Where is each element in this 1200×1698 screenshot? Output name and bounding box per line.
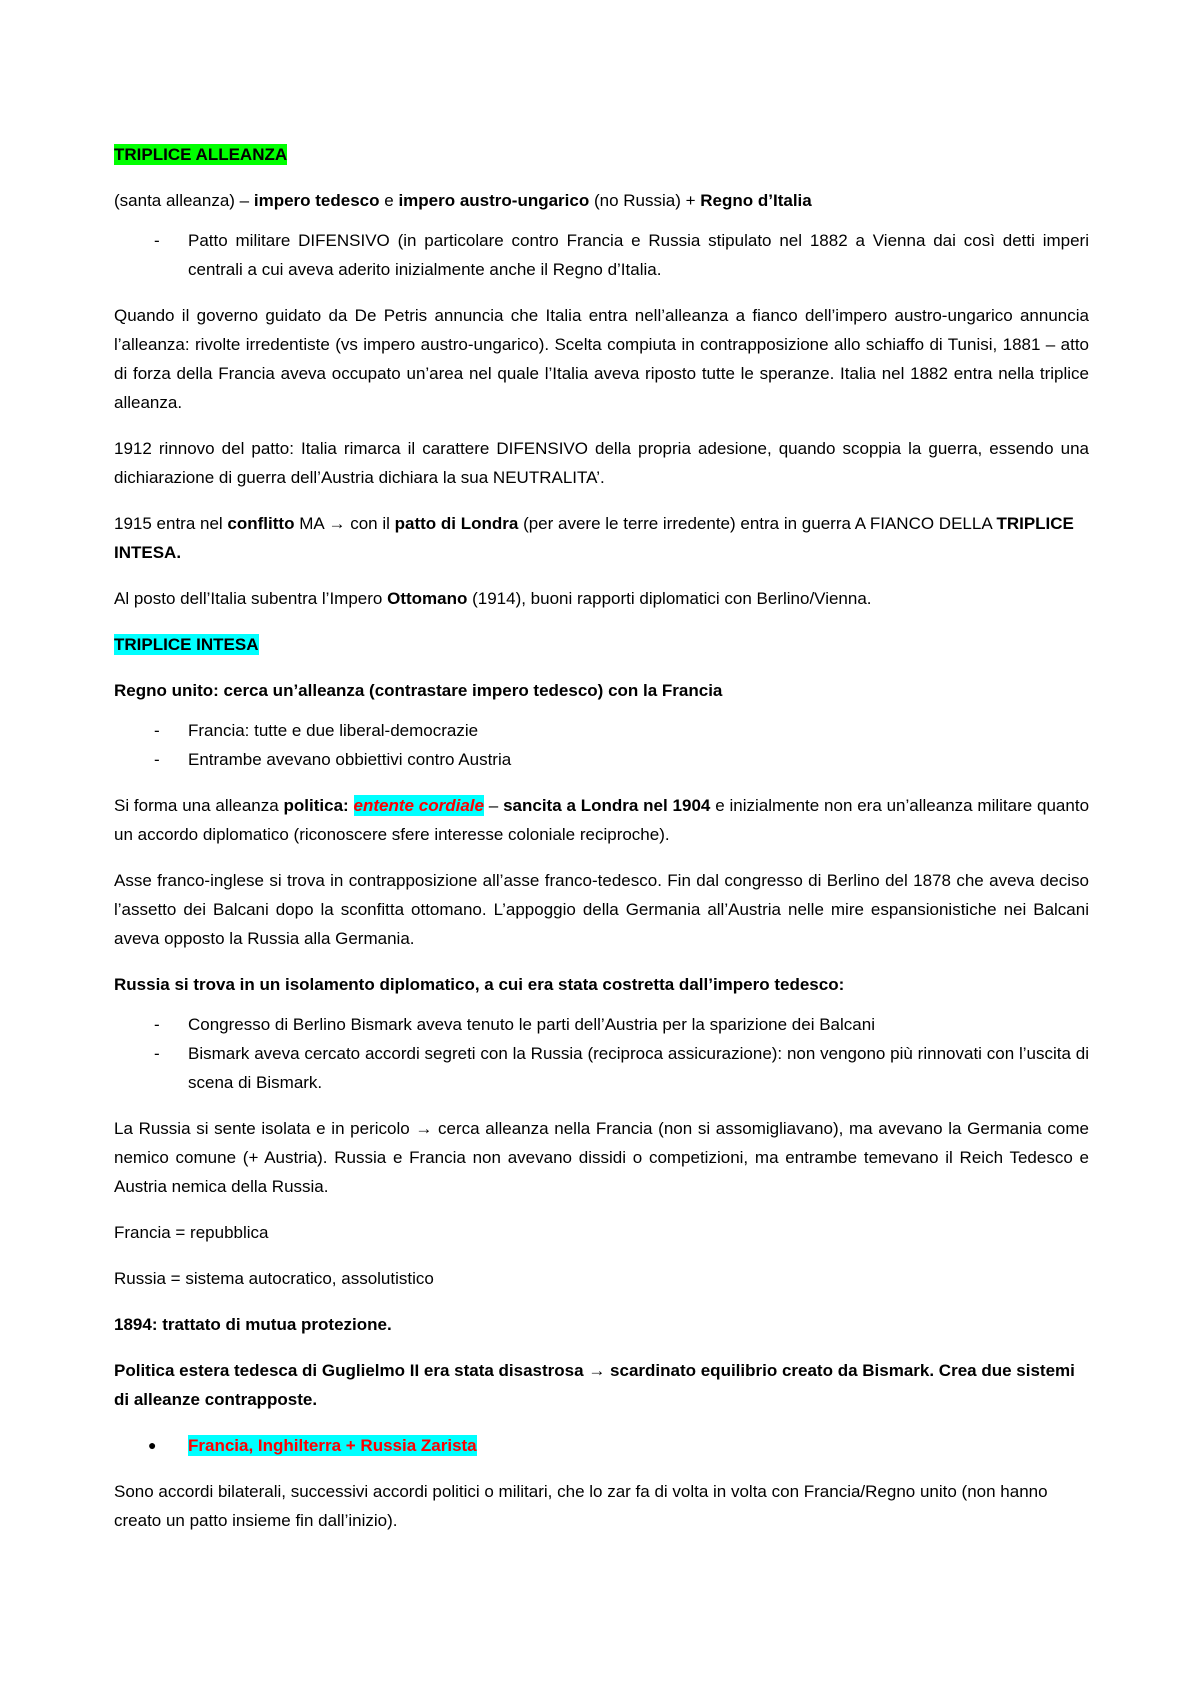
list-item (114, 1039, 1089, 1097)
document-body (114, 140, 1089, 1552)
list-item-text: Patto militare DIFENSIVO (in particolare contro Francia e Russia stipulato nel 1882 a Vienna dai così detti imperi centrali a cui aveva aderito inizialmente anche il Regno d’Italia. (188, 231, 1089, 279)
heading-triplice-intesa (114, 630, 1089, 659)
list-item-text: Congresso di Berlino Bismark aveva tenuto le parti dell’Austria per la sparizione dei Balcani (188, 1015, 875, 1034)
bold-run: TRIPLICE INTESA. (114, 514, 1074, 562)
list-item (114, 745, 1089, 774)
bold-run: scardinato equilibrio creato da Bismark. Crea due sistemi di alleanze contrapposte. (114, 1361, 1075, 1409)
text-run: MA (294, 514, 329, 533)
text-run: e inizialmente non era un’alleanza militare quanto un accordo diplomatico (riconoscere sfere interesse coloniale reciproche). (114, 796, 1090, 844)
list-item-text: Bismark aveva cercato accordi segreti con la Russia (reciproca assicurazione): non vengono più rinnovati con l’uscita di scena di Bismark. (188, 1044, 1089, 1092)
dash-list (114, 226, 1089, 284)
text-run: – (483, 796, 504, 815)
text-run: con il (345, 514, 395, 533)
text-run: cerca alleanza nella Francia (non si assomigliavano), ma avevano la Germania come nemico comune (+ Austria). Russia e Francia non avevano dissidi o competizioni, ma entrambe temevano il Reich Tedesco e Austria nemica della Russia. (114, 1119, 1089, 1196)
text-run: (per avere le terre irredente) entra in guerra A FIANCO DELLA (518, 514, 997, 533)
paragraph-ottomano (114, 584, 1089, 613)
text-run: 1915 entra nel (114, 514, 228, 533)
dot-list (114, 1431, 1089, 1460)
arrow-right-icon: → (588, 1361, 606, 1380)
text-run: Al posto dell’Italia subentra l’Impero (114, 589, 388, 608)
paragraph-1912: 1912 rinnovo del patto: Italia rimarca il carattere DIFENSIVO della propria adesione, quando scoppia la guerra, essendo una dichiarazione di guerra dell’Austria dichiara la sua NEUTRALITA’. (114, 439, 1089, 487)
dash-bullet: - (154, 750, 160, 769)
bold-run: Ottomano (387, 589, 468, 608)
dash-list (114, 1010, 1089, 1097)
bold-run: Regno d’Italia (700, 191, 812, 210)
arrow-right-icon: → (328, 514, 346, 533)
bold-run: sancita a Londra nel 1904 (503, 796, 711, 815)
bold-run: conflitto (227, 514, 295, 533)
paragraph-1915 (114, 509, 1089, 567)
text-run: La Russia si sente isolata e in pericolo (114, 1119, 416, 1138)
bold-run: impero austro-ungarico (398, 191, 590, 210)
paragraph-members (114, 186, 1089, 215)
paragraph-regno-unito (114, 676, 1089, 705)
text-run: Si forma una alleanza (114, 796, 284, 815)
paragraph-1894 (114, 1310, 1089, 1339)
bold-run: patto di Londra (394, 514, 519, 533)
dash-bullet: - (154, 1044, 160, 1063)
highlighted-term: entente cordiale (353, 796, 484, 815)
list-item (114, 226, 1089, 284)
text-run: (no Russia) + (589, 191, 701, 210)
paragraph-guglielmo (114, 1356, 1089, 1414)
bold-run: Russia si trova in un isolamento diplomatico, a cui era stata costretta dall’impero tedesco: (114, 975, 845, 994)
dash-bullet: - (154, 1015, 160, 1034)
list-item (114, 1431, 1089, 1460)
bold-run: politica: (283, 796, 349, 815)
paragraph-de-petris: Quando il governo guidato da De Petris annuncia che Italia entra nell’alleanza a fianco dell’impero austro-ungarico annuncia l’alleanza: rivolte irredentiste (vs impero austro-ungarico). Scelta compiuta in contrapposizione allo schiaffo di Tunisi, 1881 – atto di forza della Francia aveva occupato un’area nel quale l’Italia aveva riposto tutte le speranze. Italia nel 1882 entra nella triplice alleanza. (114, 306, 1089, 412)
paragraph-entente (114, 791, 1089, 849)
text-run: (santa alleanza) – (114, 191, 254, 210)
heading-triplice-alleanza (114, 140, 1089, 169)
text-run (349, 796, 354, 815)
dot-bullet: ● (148, 1437, 157, 1453)
highlighted-heading: TRIPLICE INTESA (114, 635, 259, 654)
list-item (114, 1010, 1089, 1039)
list-item-text: Entrambe avevano obbiettivi contro Austria (188, 750, 512, 769)
paragraph-russia: Russia = sistema autocratico, assolutistico (114, 1269, 434, 1288)
paragraph-russia-isolamento (114, 970, 1089, 999)
bold-run: 1894: trattato di mutua protezione. (114, 1315, 392, 1334)
arrow-right-icon: → (415, 1119, 433, 1138)
dash-bullet: - (154, 721, 160, 740)
paragraph-francia: Francia = repubblica (114, 1223, 269, 1242)
bold-run: Politica estera tedesca di Guglielmo II era stata disastrosa (114, 1361, 589, 1380)
dash-bullet: - (154, 231, 160, 250)
highlighted-heading: Francia, Inghilterra + Russia Zarista (188, 1436, 477, 1455)
text-run: e (379, 191, 399, 210)
list-item-text: Francia: tutte e due liberal-democrazie (188, 721, 479, 740)
bold-run: Regno unito: cerca un’alleanza (contrastare impero tedesco) con la Francia (114, 681, 723, 700)
dash-list (114, 716, 1089, 774)
paragraph-russia-pericolo (114, 1114, 1089, 1201)
list-item (114, 716, 1089, 745)
text-run: (1914), buoni rapporti diplomatici con Berlino/Vienna. (467, 589, 872, 608)
paragraph-accordi: Sono accordi bilaterali, successivi accordi politici o militari, che lo zar fa di volta in volta con Francia/Regno unito (non hanno creato un patto insieme fin dall’inizio). (114, 1482, 1048, 1530)
bold-run: impero tedesco (253, 191, 380, 210)
paragraph-asse: Asse franco-inglese si trova in contrapposizione all’asse franco-tedesco. Fin dal congresso di Berlino del 1878 che aveva deciso l’assetto dei Balcani dopo la sconfitta ottomano. L’appoggio della Germania all’Austria nelle mire espansionistiche nei Balcani aveva opposto la Russia alla Germania. (114, 871, 1089, 948)
highlighted-heading: TRIPLICE ALLEANZA (114, 145, 288, 164)
